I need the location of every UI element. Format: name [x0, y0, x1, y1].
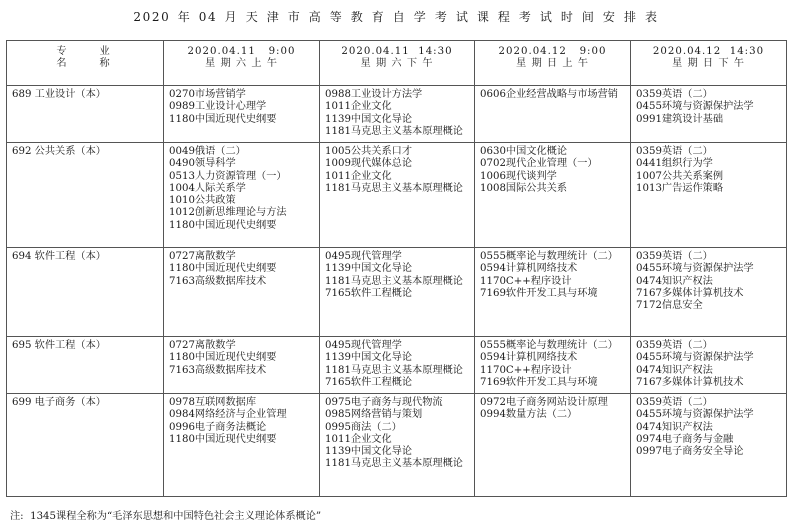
course-item: 1139中国文化导论: [325, 446, 413, 458]
course-item: 1180中国近现代史纲要: [169, 433, 277, 445]
session-cell-2: [320, 394, 475, 497]
course-item: 1170C++程序设计: [480, 364, 572, 376]
course-item: 0455环境与资源保护法学: [636, 263, 754, 275]
table-row: [7, 337, 787, 394]
course-item: 7165软件工程概论: [325, 376, 413, 388]
session-cell-2: [320, 337, 475, 394]
major-name: 689 工业设计（本）: [12, 89, 106, 100]
session-cell-3: [475, 86, 631, 143]
course-item: 1013广告运作策略: [636, 182, 724, 194]
course-item: 0359英语（二）: [636, 251, 713, 262]
course-item: 1005公共关系口才: [325, 146, 413, 157]
course-item: 7163高级数据库技术: [169, 275, 267, 287]
session-1-time: 2020.04.11 9:00: [187, 46, 296, 57]
course-item: 0455环境与资源保护法学: [636, 352, 754, 364]
course-item: 0606企业经营战略与市场营销: [480, 89, 618, 100]
course-item: 7167多媒体计算机技术: [636, 287, 744, 299]
course-item: 0049俄语（二）: [169, 146, 246, 157]
header-session-4: [631, 41, 787, 86]
course-item: 0359英语（二）: [636, 146, 713, 157]
session-cell-1: [164, 248, 320, 337]
session-3-label: 星 期 日 上 午: [516, 58, 589, 70]
session-cell-4: [631, 86, 787, 143]
course-item: 1181马克思主义基本原理概论: [325, 275, 463, 287]
session-cell-2: [320, 248, 475, 337]
course-item: 1180中国近现代史纲要: [169, 219, 277, 231]
course-item: 0495现代管理学: [325, 251, 402, 262]
course-item: 0555概率论与数理统计（二）: [480, 340, 618, 351]
course-item: 7167多媒体计算机技术: [636, 376, 744, 388]
course-item: 0630中国文化概论: [480, 146, 568, 157]
schedule-table: [6, 40, 787, 497]
header-row: [7, 41, 787, 86]
course-item: 1139中国文化导论: [325, 113, 413, 125]
course-item: 0974电子商务与金融: [636, 433, 734, 445]
session-cell-2: [320, 143, 475, 248]
page-title: 2020 年 04 月 天 津 市 高 等 教 育 自 学 考 试 课 程 考 试 时 间 安 排 表: [133, 10, 659, 24]
course-item: 1004人际关系学: [169, 182, 246, 194]
session-cell-4: [631, 248, 787, 337]
header-session-1: [164, 41, 320, 86]
course-item: 0991建筑设计基础: [636, 113, 724, 125]
course-item: 0441组织行为学: [636, 158, 713, 170]
course-item: 1180中国近现代史纲要: [169, 263, 277, 275]
course-item: 0994数量方法（二）: [480, 409, 578, 421]
major-cell: [7, 337, 164, 394]
major-name: 694 软件工程（本）: [12, 251, 106, 262]
header-major-line2: 名 称: [56, 58, 114, 70]
major-cell: [7, 248, 164, 337]
schedule-body: [7, 86, 787, 497]
course-item: 0996电子商务法概论: [169, 421, 267, 433]
course-item: 0727离散数学: [169, 340, 236, 351]
course-item: 1139中国文化导论: [325, 263, 413, 275]
table-row: [7, 394, 787, 497]
session-4-time: 2020.04.12 14:30: [652, 46, 765, 57]
session-cell-2: [320, 86, 475, 143]
course-item: 1009现代媒体总论: [325, 158, 413, 170]
table-row: [7, 248, 787, 337]
course-item: 7165软件工程概论: [325, 287, 413, 299]
header-major-line1: 专 业: [56, 46, 114, 57]
major-name: 692 公共关系（本）: [12, 146, 106, 157]
course-item: 1181马克思主义基本原理概论: [325, 364, 463, 376]
course-item: 0270市场营销学: [169, 89, 246, 100]
course-item: 0455环境与资源保护法学: [636, 101, 754, 113]
header-major-cell: [7, 41, 164, 86]
course-item: 7172信息安全: [636, 300, 703, 312]
course-item: 0989工业设计心理学: [169, 101, 267, 113]
session-cell-1: [164, 86, 320, 143]
course-item: 1181马克思主义基本原理概论: [325, 458, 463, 470]
major-name: 699 电子商务（本）: [12, 397, 106, 408]
course-item: 1011企业文化: [325, 101, 392, 113]
course-item: 0490领导科学: [169, 158, 236, 170]
course-item: 1010公共政策: [169, 195, 236, 207]
session-cell-4: [631, 143, 787, 248]
major-name: 695 软件工程（本）: [12, 340, 106, 351]
session-cell-4: [631, 394, 787, 497]
session-cell-3: [475, 394, 631, 497]
session-2-time: 2020.04.11 14:30: [341, 46, 453, 57]
session-cell-3: [475, 337, 631, 394]
course-item: 1008国际公共关系: [480, 182, 568, 194]
course-item: 1181马克思主义基本原理概论: [325, 125, 463, 137]
course-item: 0513人力资源管理（一）: [169, 170, 287, 182]
course-item: 0455环境与资源保护法学: [636, 409, 754, 421]
session-cell-1: [164, 143, 320, 248]
session-1-label: 星 期 六 上 午: [205, 58, 278, 70]
header-session-2: [320, 41, 475, 86]
course-item: 1012创新思维理论与方法: [169, 207, 287, 219]
course-item: 1011企业文化: [325, 170, 392, 182]
course-item: 0995商法（二）: [325, 421, 402, 433]
major-cell: [7, 394, 164, 497]
course-item: 0594计算机网络技术: [480, 263, 578, 275]
footnote: 注: 1345课程全称为“毛泽东思想和中国特色社会主义理论体系概论”: [10, 511, 322, 522]
course-item: 1139中国文化导论: [325, 352, 413, 364]
session-cell-3: [475, 248, 631, 337]
major-cell: [7, 86, 164, 143]
course-item: 0972电子商务网站设计原理: [480, 397, 608, 408]
course-item: 0984网络经济与企业管理: [169, 409, 287, 421]
course-item: 7169软件开发工具与环境: [480, 287, 598, 299]
course-item: 0978互联网数据库: [169, 397, 257, 408]
session-cell-4: [631, 337, 787, 394]
course-item: 0359英语（二）: [636, 89, 713, 100]
course-item: 0555概率论与数理统计（二）: [480, 251, 618, 262]
course-item: 1007公共关系案例: [636, 170, 724, 182]
course-item: 0975电子商务与现代物流: [325, 397, 443, 408]
course-item: 1180中国近现代史纲要: [169, 352, 277, 364]
course-item: 0988工业设计方法学: [325, 89, 423, 100]
session-2-label: 星 期 六 下 午: [360, 58, 434, 70]
course-item: 7169软件开发工具与环境: [480, 376, 598, 388]
course-item: 0594计算机网络技术: [480, 352, 578, 364]
session-cell-3: [475, 143, 631, 248]
course-item: 0702现代企业管理（一）: [480, 158, 598, 170]
session-3-time: 2020.04.12 9:00: [498, 46, 607, 57]
course-item: 0474知识产权法: [636, 275, 713, 287]
table-row: [7, 86, 787, 143]
course-item: 0474知识产权法: [636, 364, 713, 376]
major-cell: [7, 143, 164, 248]
course-item: 0359英语（二）: [636, 397, 713, 408]
course-item: 1181马克思主义基本原理概论: [325, 182, 463, 194]
course-item: 0359英语（二）: [636, 340, 713, 351]
course-item: 1011企业文化: [325, 433, 392, 445]
session-4-label: 星 期 日 下 午: [672, 58, 745, 70]
course-item: 1006现代谈判学: [480, 170, 557, 182]
session-cell-1: [164, 394, 320, 497]
course-item: 0985网络营销与策划: [325, 409, 423, 421]
header-session-3: [475, 41, 631, 86]
course-item: 1180中国近现代史纲要: [169, 113, 277, 125]
session-cell-1: [164, 337, 320, 394]
course-item: 7163高级数据库技术: [169, 364, 267, 376]
course-item: 1170C++程序设计: [480, 275, 572, 287]
course-item: 0997电子商务安全导论: [636, 446, 744, 458]
course-item: 0474知识产权法: [636, 421, 713, 433]
course-item: 0495现代管理学: [325, 340, 402, 351]
table-row: [7, 143, 787, 248]
course-item: 0727离散数学: [169, 251, 236, 262]
